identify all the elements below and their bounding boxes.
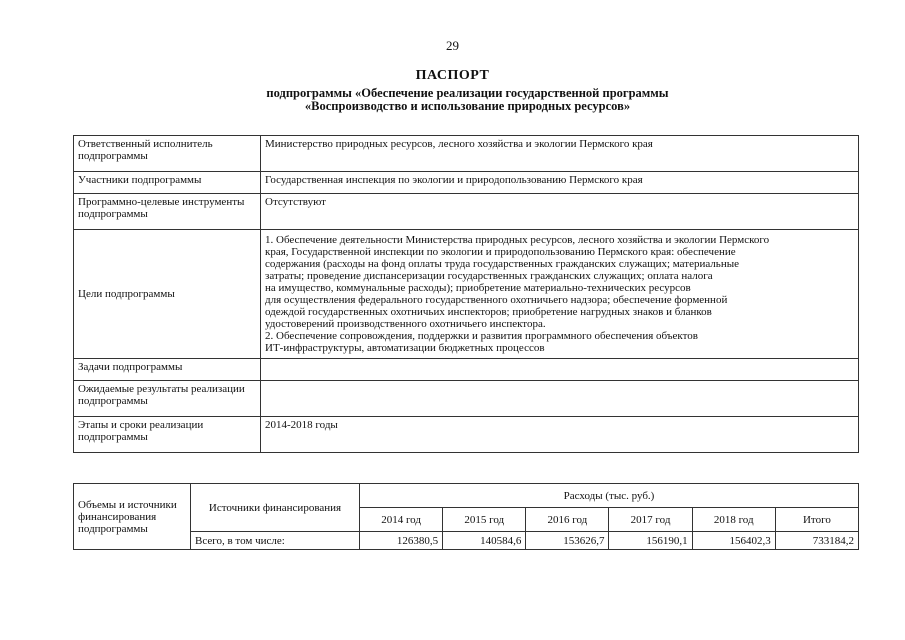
row-label: Этапы и сроки реализации подпрограммы [74, 417, 261, 453]
row-label: Задачи подпрограммы [74, 359, 261, 381]
finance-table [73, 483, 859, 550]
goal-line: 2. Обеспечение сопровождения, поддержки и развития программного обеспечения объектов [265, 330, 698, 342]
finance-header-row [74, 484, 859, 508]
subtitle-line-1: подпрограммы «Обеспечение реализации государственной программы [266, 86, 669, 100]
goal-line: ИТ-инфраструктуры, автоматизации бюджетных процессов [265, 342, 545, 354]
year-header: 2017 год [609, 508, 692, 532]
expenses-header: Расходы (тыс. руб.) [360, 484, 859, 508]
total-row [74, 532, 859, 550]
total-label: Всего, в том числе: [191, 532, 360, 550]
row-label: Цели подпрограммы [74, 230, 261, 359]
row-value [261, 359, 859, 381]
passport-row-goals [74, 230, 859, 359]
passport-row-participants [74, 172, 859, 194]
page-number: 29 [446, 38, 459, 53]
row-label: Ожидаемые результаты реализации подпрограммы [74, 381, 261, 417]
goal-line: 1. Обеспечение деятельности Министерства природных ресурсов, лесного хозяйства и экологии Пермского [265, 234, 770, 246]
year-header: 2016 год [526, 508, 609, 532]
passport-row-instruments [74, 194, 859, 230]
total-value: 156402,3 [692, 532, 775, 550]
row-label: Ответственный исполнитель подпрограммы [74, 136, 261, 172]
goal-line: края, Государственной инспекции по экологии и природопользованию Пермского края: обеспечение [265, 246, 736, 258]
goal-line: одеждой государственных охотничьих инспекторов; приобретение нагрудных знаков и бланков [265, 306, 712, 318]
year-header: 2014 год [360, 508, 443, 532]
sources-header: Источники финансирования [191, 484, 360, 532]
year-header: 2018 год [692, 508, 775, 532]
total-header: Итого [775, 508, 858, 532]
total-value: 156190,1 [609, 532, 692, 550]
goal-line: на имущество, коммунальные расходы); приобретение материально-технических ресурсов [265, 282, 691, 294]
document-title: ПАСПОРТ [415, 68, 490, 83]
row-value [261, 381, 859, 417]
row-value: Министерство природных ресурсов, лесного хозяйства и экологии Пермского края [261, 136, 859, 172]
goal-line: удостоверений производственного охотничьего инспектора. [265, 318, 546, 330]
goal-line: для осуществления федерального государственного охотничьего надзора; обеспечение форменной [265, 294, 728, 306]
row-value: Государственная инспекция по экологии и природопользованию Пермского края [261, 172, 859, 194]
finance-row-label: Объемы и источники финансирования подпрограммы [74, 484, 191, 550]
row-value: Отсутствуют [261, 194, 859, 230]
passport-table [73, 135, 859, 453]
passport-row-results [74, 381, 859, 417]
subtitle-line-2: «Воспроизводство и использование природных ресурсов» [304, 99, 631, 113]
row-label: Участники подпрограммы [74, 172, 261, 194]
total-value: 153626,7 [526, 532, 609, 550]
document-subtitle [0, 87, 905, 113]
row-label: Программно-целевые инструменты подпрограммы [74, 194, 261, 230]
total-value: 126380,5 [360, 532, 443, 550]
total-value: 140584,6 [443, 532, 526, 550]
passport-row-responsible [74, 136, 859, 172]
grand-total-value: 733184,2 [775, 532, 858, 550]
year-header: 2015 год [443, 508, 526, 532]
row-value: 2014-2018 годы [261, 417, 859, 453]
passport-row-stages [74, 417, 859, 453]
goal-line: затраты; проведение диспансеризации государственных гражданских служащих; оплата налога [265, 270, 713, 282]
row-value [261, 230, 859, 359]
passport-row-tasks [74, 359, 859, 381]
goal-line: содержания (расходы на фонд оплаты труда государственных гражданских служащих; материальные [265, 258, 739, 270]
